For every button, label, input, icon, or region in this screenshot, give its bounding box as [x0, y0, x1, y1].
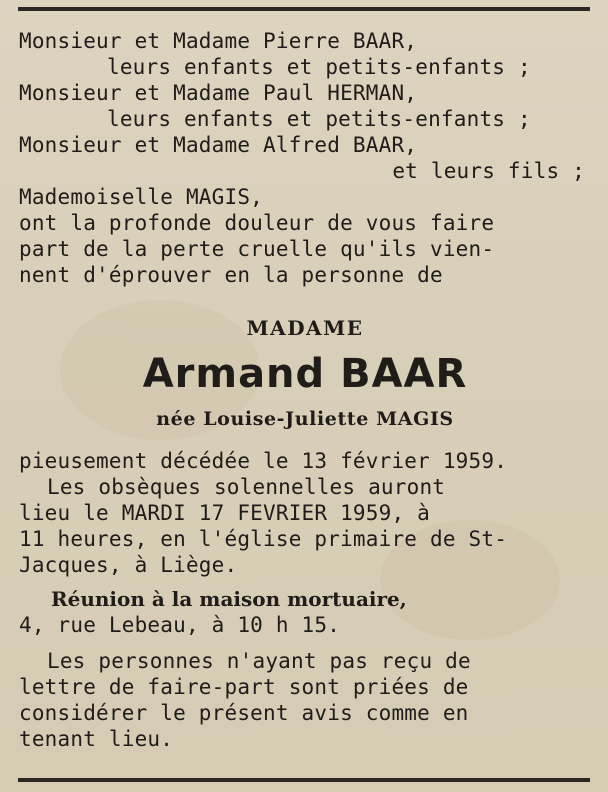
family-line: ont la profonde douleur de vous faire	[19, 211, 495, 235]
family-line: part de la perte cruelle qu'ils vien-	[19, 237, 495, 261]
closing-line: tenant lieu.	[19, 727, 174, 751]
family-line: Mademoiselle MAGIS,	[19, 185, 264, 209]
details-line: 11 heures, en l'église primaire de St-	[19, 527, 508, 551]
maiden-name: née Louise-Juliette MAGIS	[156, 408, 454, 430]
family-line: et leurs fils ;	[392, 159, 585, 183]
deceased-name: Armand BAAR	[142, 351, 468, 397]
details-line: lieu le MARDI 17 FEVRIER 1959, à	[19, 501, 430, 525]
family-line: leurs enfants et petits-enfants ;	[107, 107, 531, 131]
family-block	[19, 28, 591, 288]
closing-line: lettre de faire-part sont priées de	[19, 675, 469, 699]
family-line: leurs enfants et petits-enfants ;	[107, 55, 531, 79]
title-madame: MADAME	[246, 316, 364, 340]
closing-block	[19, 648, 591, 752]
details-line: pieusement décédée le 13 février 1959.	[19, 449, 508, 473]
family-line: Monsieur et Madame Alfred BAAR,	[19, 133, 418, 157]
bottom-rule	[18, 778, 590, 782]
family-line: Monsieur et Madame Pierre BAAR,	[19, 29, 418, 53]
closing-line: considérer le présent avis comme en	[19, 701, 469, 725]
closing-line: Les personnes n'ayant pas reçu de	[47, 649, 471, 673]
details-block	[19, 448, 591, 578]
obituary-notice	[19, 28, 591, 752]
details-line: Jacques, à Liège.	[19, 553, 238, 577]
family-line: nent d'éprouver en la personne de	[19, 263, 443, 287]
reunion-address: 4, rue Lebeau, à 10 h 15.	[19, 613, 341, 637]
reunion-heading: Réunion à la maison mortuaire,	[51, 587, 407, 611]
details-line: Les obsèques solennelles auront	[47, 475, 446, 499]
family-line: Monsieur et Madame Paul HERMAN,	[19, 81, 418, 105]
top-rule	[18, 7, 590, 11]
